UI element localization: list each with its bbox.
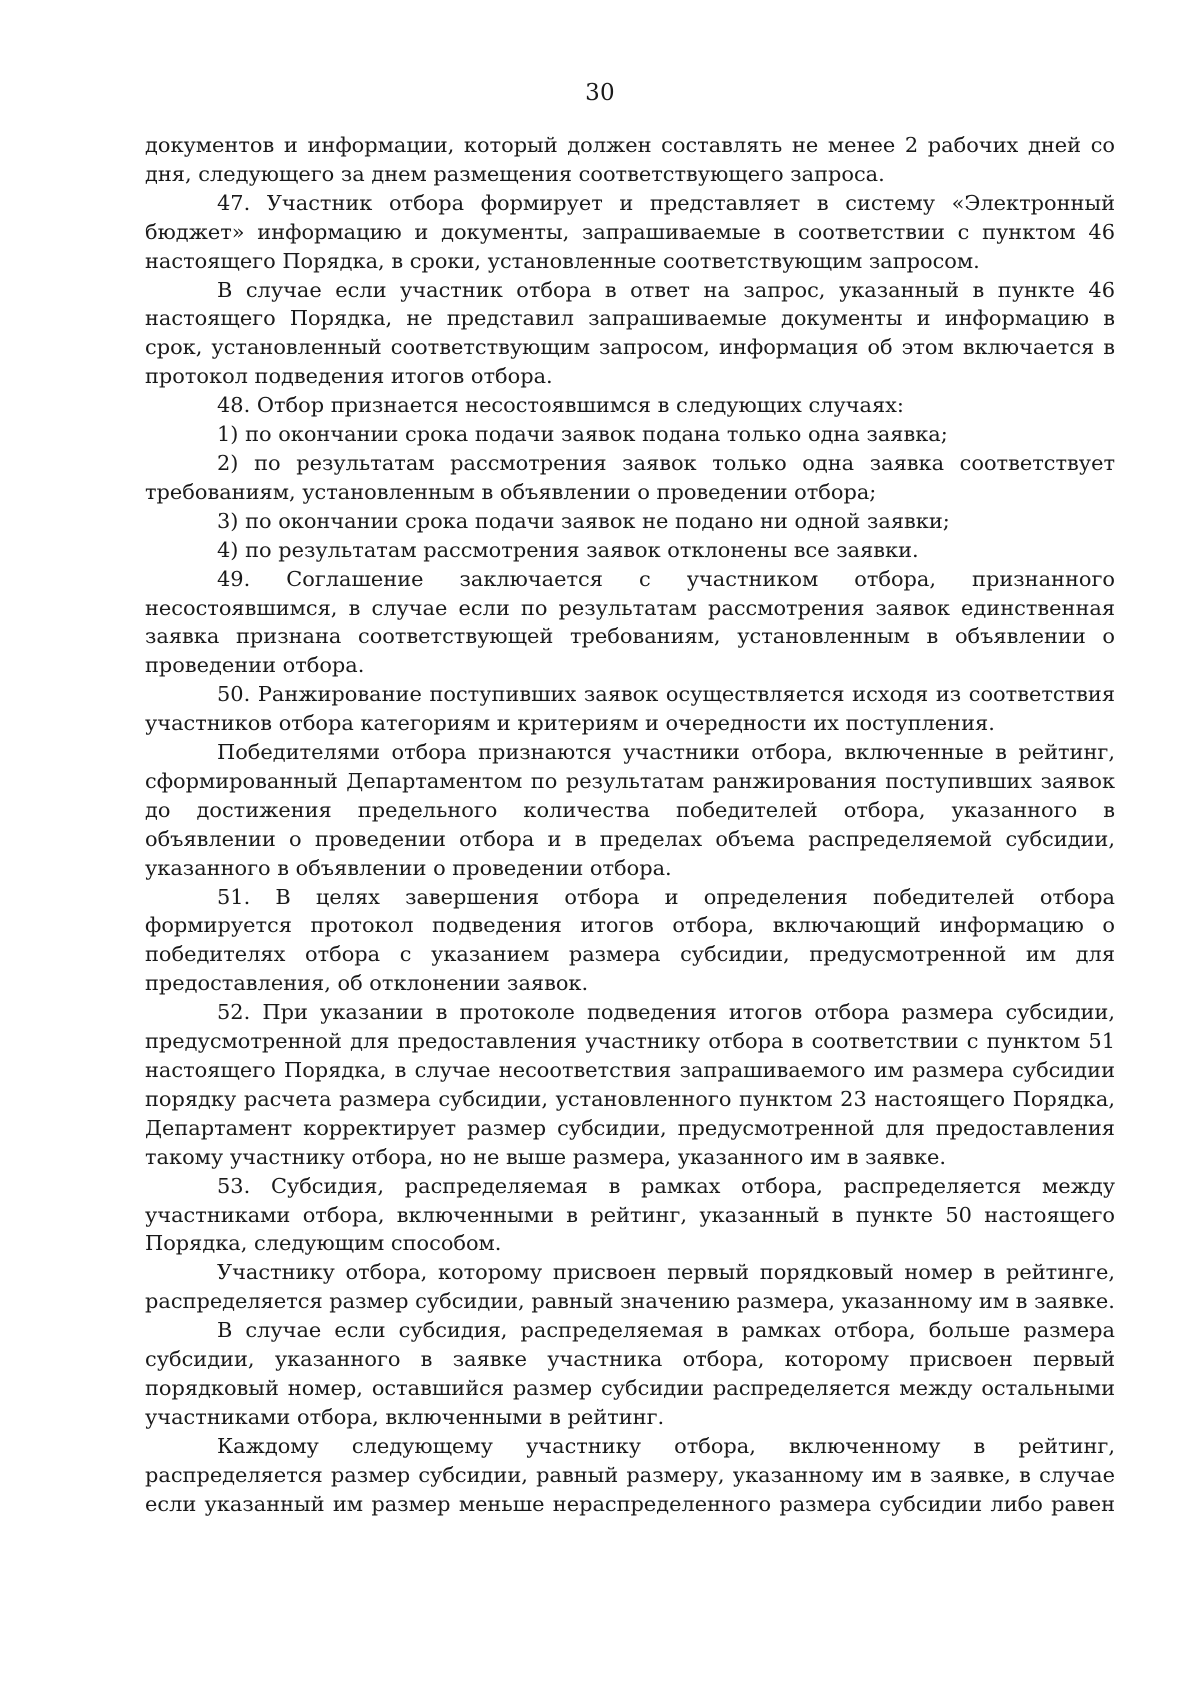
paragraph: 47. Участник отбора формирует и представляет в систему «Электронный бюджет» информацию и документы, запрашиваемые в соответствии с пунктом 46 настоящего Порядка, в сроки, установленные соответствующим запросом. bbox=[145, 190, 1115, 273]
paragraph: 50. Ранжирование поступивших заявок осуществляется исходя из соответствия участников отбора категориям и критериям и очередности их поступления. bbox=[145, 682, 1115, 736]
paragraph: 49. Соглашение заключается с участником отбора, признанного несостоявшимся, в случае если по результатам рассмотрения заявок единственная заявка признана соответствующей требованиям, установленным в объявлении о проведении отбора. bbox=[145, 566, 1115, 678]
paragraph: документов и информации, который должен составлять не менее 2 рабочих дней со дня, следующего за днем размещения соответствующего запроса. bbox=[145, 133, 1115, 186]
paragraph: В случае если субсидия, распределяемая в рамках отбора, больше размера субсидии, указанного в заявке участника отбора, которому присвоен первый порядковый номер, оставшийся размер субсидии распределяется между остальными участниками отбора, включенными в рейтинг. bbox=[145, 1318, 1115, 1429]
paragraph: 3) по окончании срока подачи заявок не подано ни одной заявки; bbox=[217, 508, 950, 533]
paragraph: 52. При указании в протоколе подведения итогов отбора размера субсидии, предусмотренной для предоставления участнику отбора в соответствии с пунктом 51 настоящего Порядка, в случае несоответствия запрашиваемого им размера субсидии порядку расчета размера субсидии, установленного пунктом 23 настоящего Порядка, Департамент корректирует размер субсидии, предусмотренной для предоставления такому участнику отбора, но не выше размера, указанного им в заявке. bbox=[145, 1000, 1115, 1169]
paragraph: Каждому следующему участнику отбора, включенному в рейтинг, распределяется размер субсидии, равный размеру, указанному им в заявке, в случае если указанный им размер меньше нераспределенного размера субсидии либо равен bbox=[145, 1433, 1115, 1516]
paragraph: Участнику отбора, которому присвоен первый порядковый номер в рейтинге, распределяется размер субсидии, равный значению размера, указанному им в заявке. bbox=[145, 1260, 1115, 1314]
document-body bbox=[145, 131, 1115, 1519]
paragraph: 2) по результатам рассмотрения заявок только одна заявка соответствует требованиям, установленным в объявлении о проведении отбора; bbox=[145, 450, 1115, 504]
paragraph: 51. В целях завершения отбора и определения победителей отбора формируется протокол подведения итогов отбора, включающий информацию о победителях отбора с указанием размера субсидии, предусмотренной им для предоставления, об отклонении заявок. bbox=[145, 884, 1115, 996]
paragraph: 1) по окончании срока подачи заявок подана только одна заявка; bbox=[217, 422, 948, 447]
paragraph: В случае если участник отбора в ответ на запрос, указанный в пункте 46 настоящего Порядка, не представил запрашиваемые документы и информацию в срок, установленный соответствующим запросом, информация об этом включается в протокол подведения итогов отбора. bbox=[145, 277, 1115, 389]
paragraph: 53. Субсидия, распределяемая в рамках отбора, распределяется между участниками отбора, включенными в рейтинг, указанный в пункте 50 настоящего Порядка, следующим способом. bbox=[145, 1173, 1115, 1256]
paragraph: Победителями отбора признаются участники отбора, включенные в рейтинг, сформированный Департаментом по результатам ранжирования поступивших заявок до достижения предельного количества победителей отбора, указанного в объявлении о проведении отбора и в пределах объема распределяемой субсидии, указанного в объявлении о проведении отбора. bbox=[145, 740, 1115, 880]
page-number: 30 bbox=[585, 80, 615, 106]
paragraph: 4) по результатам рассмотрения заявок отклонены все заявки. bbox=[217, 537, 919, 562]
paragraph: 48. Отбор признается несостоявшимся в следующих случаях: bbox=[217, 393, 904, 418]
